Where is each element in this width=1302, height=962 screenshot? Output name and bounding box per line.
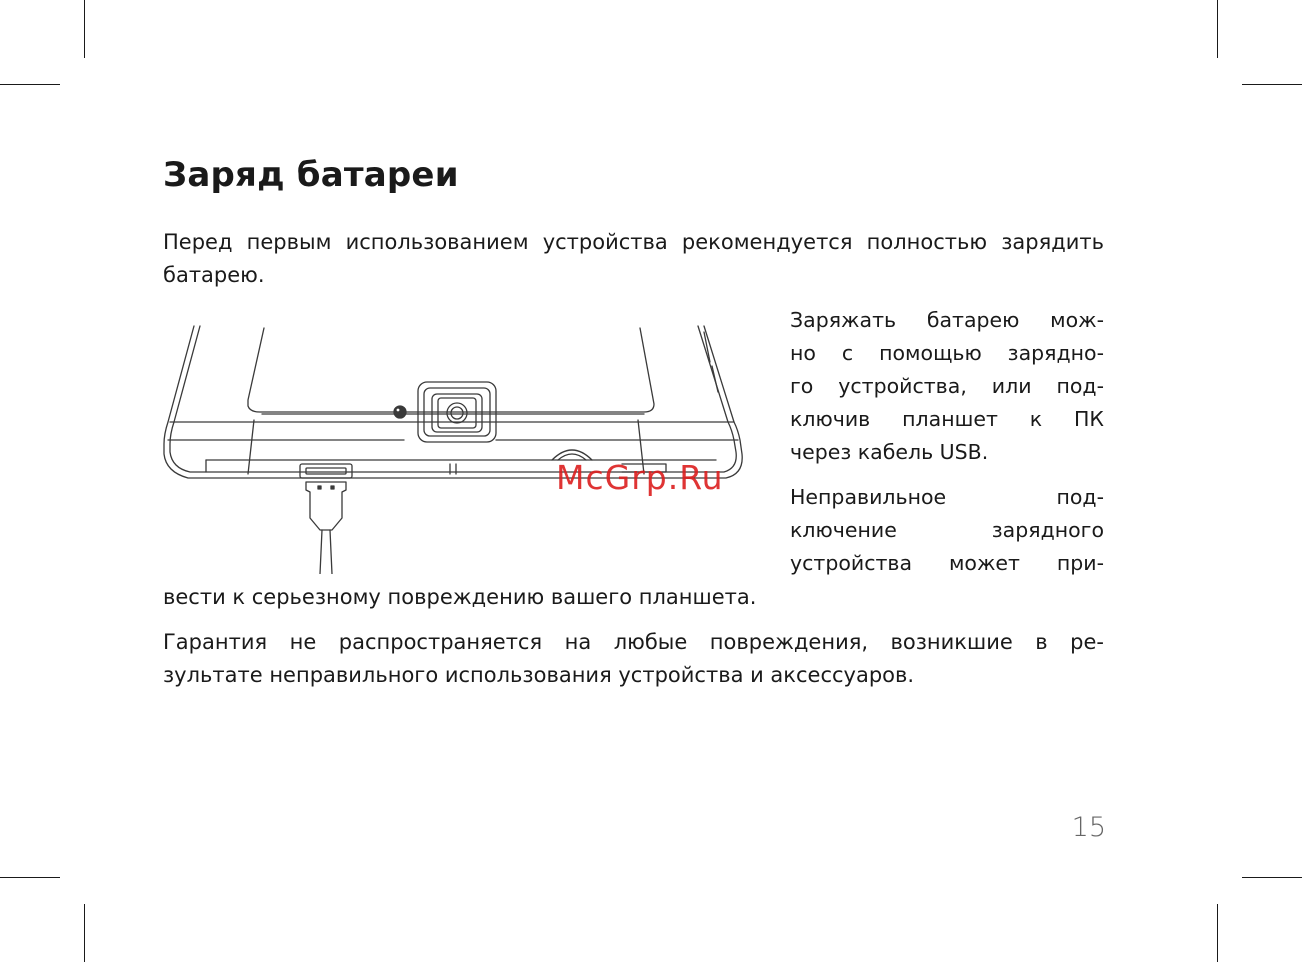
text-line: Заряжать батарею мож- xyxy=(790,308,1104,332)
watermark: McGrp.Ru xyxy=(556,458,724,497)
improper-connection-paragraph xyxy=(790,481,1104,580)
crop-mark-top-right-vertical xyxy=(1217,0,1218,58)
warranty-paragraph xyxy=(163,626,1104,692)
crop-mark-top-left-horizontal xyxy=(0,84,60,85)
text-line: зультате неправильного использования устройства и аксессуаров. xyxy=(163,663,915,687)
crop-mark-top-left-vertical xyxy=(84,0,85,58)
charging-methods-paragraph xyxy=(790,304,1104,469)
text-line: устройства может при- xyxy=(790,551,1104,575)
crop-mark-top-right-horizontal xyxy=(1242,84,1302,85)
page-title: Заряд батареи xyxy=(163,155,459,195)
text-line: но с помощью зарядно- xyxy=(790,341,1104,365)
text-line: ключение зарядного xyxy=(790,518,1104,542)
improper-connection-continuation: вести к серьезному повреждению вашего планшета. xyxy=(163,585,757,609)
page-number: 15 xyxy=(1071,812,1106,843)
tablet-usb-charging-illustration xyxy=(160,322,760,574)
crop-mark-bottom-right-vertical xyxy=(1217,904,1218,962)
text-line: через кабель USB. xyxy=(790,440,989,464)
text-line: Гарантия не распространяется на любые повреждения, возникшие в ре- xyxy=(163,630,1104,654)
intro-paragraph: Перед первым использованием устройства рекомендуется полностью зарядить батарею. xyxy=(163,230,1104,287)
crop-mark-bottom-left-vertical xyxy=(84,904,85,962)
text-line: Неправильное под- xyxy=(790,485,1104,509)
crop-mark-bottom-right-horizontal xyxy=(1242,877,1302,878)
crop-mark-bottom-left-horizontal xyxy=(0,877,60,878)
text-line: ключив планшет к ПК xyxy=(790,407,1104,431)
text-line: го устройства, или под- xyxy=(790,374,1104,398)
